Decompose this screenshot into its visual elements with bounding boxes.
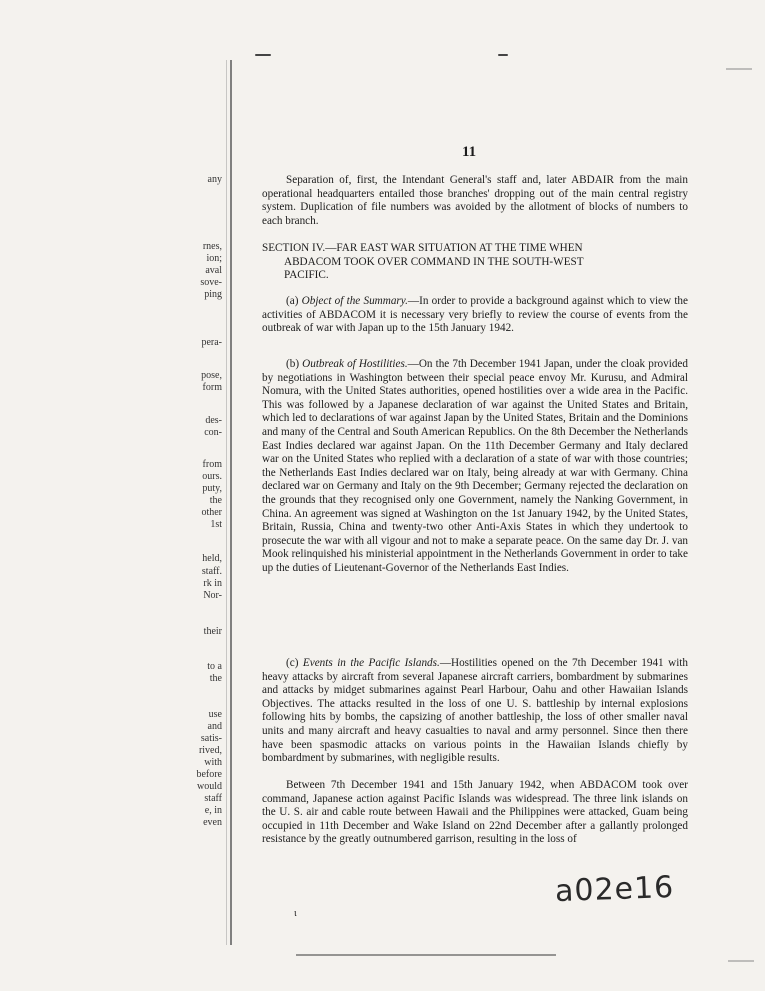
margin-fragment: the bbox=[209, 495, 222, 506]
top-scan-mark-right bbox=[498, 54, 508, 56]
scan-speck-bottom bbox=[728, 960, 754, 962]
margin-fragment: staff bbox=[204, 793, 222, 804]
margin-fragment: rk in bbox=[203, 578, 222, 589]
closing-paragraph-text: Between 7th December 1941 and 15th January 1942, when ABDACOM took over command, Japanese action against Pacific Islands was widespread. The three link islands on the U. S. air and cable route between Hawaii and the Philippines were attacked, Guam being occupied in 11th December and Wake Island on 22nd December after a gallantly prolonged resistance by the greatly outnumbered garrison, resulting in the loss of bbox=[262, 779, 688, 846]
margin-fragment: 1st bbox=[210, 519, 222, 530]
margin-fragment: even bbox=[203, 817, 222, 828]
paragraph-c-label: (c) bbox=[286, 657, 299, 669]
margin-fragment: held, bbox=[202, 553, 222, 564]
margin-fragment: puty, bbox=[202, 483, 222, 494]
margin-fragment: ours. bbox=[202, 471, 222, 482]
paragraph-a-body bbox=[262, 295, 688, 336]
margin-fragment: ping bbox=[204, 289, 222, 300]
paragraph-b bbox=[262, 358, 688, 576]
margin-fragment: would bbox=[197, 781, 222, 792]
paragraph-a-text: —In order to provide a background against which to view the activities of ABDACOM it is necessary very briefly to review the course of events from the outbreak of war with Japan up to the 15th January 1942. bbox=[262, 295, 688, 335]
section-heading-line: SECTION IV.—FAR EAST WAR SITUATION AT THE TIME WHEN bbox=[262, 242, 583, 254]
page-fold-shadow bbox=[226, 60, 227, 945]
paragraph-c-text: —Hostilities opened on the 7th December 1941 with heavy attacks by aircraft from several Japanese aircraft carriers, bombardment by submarines and attacks by midget submarines against Pearl Harbour, Oahu and other Hawaiian Islands Objectives. The attacks resulted in the loss of one U. S. battleship by internal explosions following hits by bombs, the capsizing of another battleship, the loss of other smaller naval units and many aircraft and heavy casualties to naval and army personnel. Since then there have been spasmodic attacks on various points in the Hawaiian Islands chiefly by bombardment by submarines, with negligible results. bbox=[262, 657, 689, 765]
page-fold-line bbox=[230, 60, 232, 945]
paragraph-a bbox=[262, 295, 688, 336]
paragraph-c bbox=[262, 657, 688, 766]
margin-fragment: sove- bbox=[200, 277, 222, 288]
margin-fragment: use bbox=[208, 709, 222, 720]
closing-paragraph bbox=[262, 779, 688, 847]
margin-fragment: from bbox=[202, 459, 222, 470]
margin-fragment: des- bbox=[205, 415, 222, 426]
margin-fragment: form bbox=[202, 382, 222, 393]
margin-fragment: with bbox=[204, 757, 222, 768]
margin-fragment: satis- bbox=[200, 733, 222, 744]
bottom-scan-rule bbox=[296, 954, 556, 956]
margin-fragment: any bbox=[207, 174, 222, 185]
stray-mark: ι bbox=[294, 908, 297, 919]
section-heading-line: ABDACOM TOOK OVER COMMAND IN THE SOUTH-WEST bbox=[284, 255, 584, 268]
scan-speck-top bbox=[726, 68, 752, 70]
paragraph-b-body bbox=[262, 358, 688, 576]
paragraph-c-body bbox=[262, 657, 688, 766]
paragraph-b-label: (b) bbox=[286, 358, 300, 370]
paragraph-b-subtitle: Outbreak of Hostilities. bbox=[302, 358, 408, 370]
paragraph-c-subtitle: Events in the Pacific Islands. bbox=[302, 657, 440, 669]
margin-fragment: the bbox=[209, 673, 222, 684]
section-heading bbox=[262, 242, 692, 283]
paragraph-a-label: (a) bbox=[286, 295, 299, 307]
margin-fragment: aval bbox=[205, 265, 222, 276]
section-heading-line: PACIFIC. bbox=[284, 269, 329, 282]
margin-fragment: pera- bbox=[201, 337, 222, 348]
margin-fragment: Nor- bbox=[203, 590, 222, 601]
intro-paragraph-text: Separation of, first, the Intendant General's staff and, later ABDAIR from the main operational headquarters entailed those branches' dropping out of the main central registry system. Duplication of file numbers was avoided by the allotment of blocks of numbers to each branch. bbox=[262, 174, 688, 227]
margin-fragment: and bbox=[207, 721, 222, 732]
margin-fragment: con- bbox=[204, 427, 222, 438]
margin-fragment: e, in bbox=[204, 805, 222, 816]
margin-fragment: rnes, bbox=[202, 241, 222, 252]
margin-fragment: before bbox=[196, 769, 222, 780]
paragraph-a-subtitle: Object of the Summary. bbox=[301, 295, 408, 307]
page-number: 11 bbox=[462, 144, 477, 160]
margin-fragment: other bbox=[201, 507, 222, 518]
margin-fragment: pose, bbox=[201, 370, 222, 381]
margin-fragment: staff. bbox=[201, 566, 222, 577]
intro-paragraph bbox=[262, 174, 688, 228]
margin-fragment: rived, bbox=[198, 745, 222, 756]
top-scan-mark-left bbox=[255, 54, 271, 56]
handwritten-annotation: a02e16 bbox=[554, 869, 675, 910]
margin-fragment: ion; bbox=[206, 253, 222, 264]
margin-fragment: their bbox=[203, 626, 222, 637]
paragraph-b-text: —On the 7th December 1941 Japan, under the cloak provided by negotiations in Washington between their special peace envoy Mr. Kurusu, and Admiral Nomura, with the United States authorities, opened hostilities over a wide area in the Pacific. This was followed by a Japanese declaration of war against the United States and Britain, which led to declarations of war against Japan by the United States, Britain and the Dominions and many of the Central and South American Republics. On the 8th December the Netherlands East Indies declared war against Japan. On the 11th December Germany and Italy declared war on the United States who replied with a declaration of a state of war with those countries; the Netherlands East Indies declared war on Italy, being already at war with Germany. China declared war on Germany and Italy on the 9th December; Germany rejected the declaration on the grounds that they recognised only one Government, namely the Nanking Government, in China. An agreement was signed at Washington on the 1st January 1942, by the United States, Britain, Russia, China and twenty-two other Anti-Axis States in which they undertook to prosecute the war with all vigour and not to make a separate peace. On the same day Dr. J. van Mook relinquished his ministerial appointment in the Netherlands Government in order to take up the duties of Lieutenant-Governor of the Netherlands East Indies. bbox=[262, 358, 688, 574]
margin-fragment: to a bbox=[207, 661, 222, 672]
